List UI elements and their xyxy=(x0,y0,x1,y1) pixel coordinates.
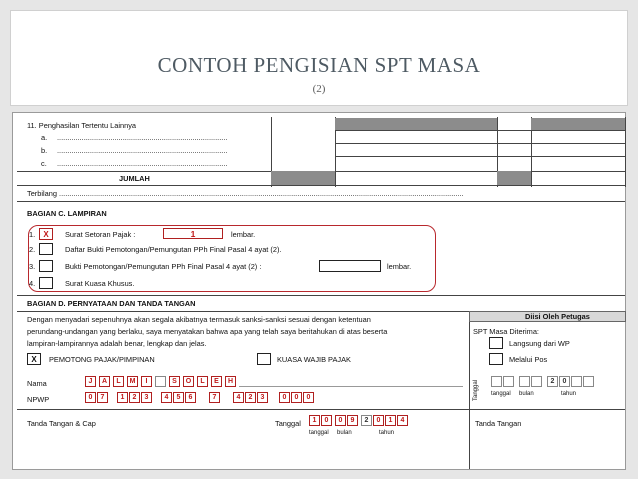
opt-pos-label: Melalui Pos xyxy=(509,355,548,364)
petugas-ttd-label: Tanda Tangan xyxy=(475,419,522,428)
statement-line-3: lampiran-lampirannya adalah benar, lengkap dan jelas. xyxy=(27,339,207,348)
npwp-digit[interactable]: 7 xyxy=(97,392,108,403)
petugas-date-cell[interactable] xyxy=(503,376,514,387)
nama-char[interactable]: M xyxy=(127,376,138,387)
row1-label: Surat Setoran Pajak : xyxy=(65,230,136,239)
npwp-digit[interactable]: 0 xyxy=(85,392,96,403)
pemotong-label: PEMOTONG PAJAK/PIMPINAN xyxy=(49,355,155,364)
tanggal-digit[interactable]: 0 xyxy=(373,415,384,426)
nama-label: Nama xyxy=(27,379,47,388)
spt-form-document xyxy=(12,112,626,470)
row1-number: 1. xyxy=(29,230,36,239)
npwp-label: NPWP xyxy=(27,395,50,404)
row4-number: 4. xyxy=(29,279,36,288)
ssp-count-field[interactable]: 1 xyxy=(163,228,223,239)
section-d-title: BAGIAN D. PERNYATAAN DAN TANDA TANGAN xyxy=(27,299,196,308)
row3-label: Bukti Pemotongan/Pemungutan PPh Final Pasal 4 ayat (2) : xyxy=(65,262,262,271)
tanggal-digit[interactable]: 1 xyxy=(309,415,320,426)
gray-cell xyxy=(335,118,497,130)
npwp-digit[interactable]: 0 xyxy=(303,392,314,403)
nama-char[interactable]: L xyxy=(197,376,208,387)
tanggal-digit[interactable]: 0 xyxy=(335,415,346,426)
petugas-date-digit[interactable]: 2 xyxy=(547,376,558,387)
npwp-digit[interactable]: 4 xyxy=(161,392,172,403)
item-b-label: b. xyxy=(41,146,48,155)
row2-label: Daftar Bukti Pemotongan/Pemungutan PPh Final Pasal 4 ayat (2). xyxy=(65,245,282,254)
pemotong-checkbox[interactable]: X xyxy=(27,353,41,365)
nama-char[interactable]: J xyxy=(85,376,96,387)
petugas-date-cell[interactable] xyxy=(571,376,582,387)
npwp-digit[interactable]: 3 xyxy=(257,392,268,403)
gray-cell xyxy=(497,171,531,185)
row2-number: 2. xyxy=(29,245,36,254)
npwp-digit[interactable]: 6 xyxy=(185,392,196,403)
section-11-title: 11. Penghasilan Tertentu Lainnya xyxy=(27,121,137,130)
jumlah-label: JUMLAH xyxy=(119,174,150,183)
row4-label: Surat Kuasa Khusus. xyxy=(65,279,135,288)
petugas-date-digit[interactable]: 0 xyxy=(559,376,570,387)
row1-suffix: lembar. xyxy=(231,230,256,239)
opt-langsung-label: Langsung dari WP xyxy=(509,339,570,348)
petugas-sub-tanggal: tanggal xyxy=(491,391,511,397)
opt-langsung-checkbox[interactable] xyxy=(489,337,503,349)
petugas-date-cell[interactable] xyxy=(531,376,542,387)
row3-suffix: lembar. xyxy=(387,262,412,271)
tanggal-digit[interactable]: 0 xyxy=(321,415,332,426)
npwp-digit[interactable]: 1 xyxy=(117,392,128,403)
tanggal-digit[interactable]: 1 xyxy=(385,415,396,426)
npwp-digit[interactable]: 0 xyxy=(291,392,302,403)
slide-title: CONTOH PENGISIAN SPT MASA xyxy=(157,53,481,77)
kuasa-checkbox[interactable] xyxy=(257,353,271,365)
tanggal-digit[interactable]: 2 xyxy=(361,415,372,426)
tanggal-sub-tanggal: tanggal xyxy=(309,430,329,436)
item-a-dots: ................................................................................... xyxy=(57,133,228,142)
row4-checkbox[interactable] xyxy=(39,277,53,289)
row3-checkbox[interactable] xyxy=(39,260,53,272)
nama-char[interactable] xyxy=(155,376,166,387)
npwp-digit[interactable]: 0 xyxy=(279,392,290,403)
petugas-title: Diisi Oleh Petugas xyxy=(525,312,590,321)
petugas-date-cell[interactable] xyxy=(491,376,502,387)
item-c-label: c. xyxy=(41,159,47,168)
statement-line-2: perundang-undangan yang berlaku, saya menyatakan bahwa apa yang telah saya beritahukan di atas beserta xyxy=(27,327,388,336)
ttd-cap-label: Tanda Tangan & Cap xyxy=(27,419,96,428)
petugas-date-cell[interactable] xyxy=(583,376,594,387)
npwp-digit[interactable]: 2 xyxy=(129,392,140,403)
tanggal-label: Tanggal xyxy=(275,419,301,428)
petugas-sub-tahun: tahun xyxy=(561,391,577,397)
petugas-date-cell[interactable] xyxy=(519,376,530,387)
nama-char[interactable]: O xyxy=(183,376,194,387)
nama-char[interactable]: I xyxy=(141,376,152,387)
npwp-digit[interactable]: 3 xyxy=(141,392,152,403)
opt-pos-checkbox[interactable] xyxy=(489,353,503,365)
tanggal-sub-bulan: bulan xyxy=(337,430,352,436)
row3-number: 3. xyxy=(29,262,36,271)
statement-line-1: Dengan menyadari sepenuhnya akan segala akibatnya termasuk sanksi-sanksi sesuai dengan ketentuan xyxy=(27,315,371,324)
npwp-digit[interactable]: 5 xyxy=(173,392,184,403)
petugas-tanggal-vertical: Tanggal xyxy=(473,379,479,401)
spt-diterima-label: SPT Masa Diterima: xyxy=(473,327,539,336)
nama-char[interactable]: E xyxy=(211,376,222,387)
npwp-digit[interactable]: 7 xyxy=(209,392,220,403)
tanggal-digit[interactable]: 4 xyxy=(397,415,408,426)
item-b-dots: ................................................................................... xyxy=(57,146,228,155)
section-c-title: BAGIAN C. LAMPIRAN xyxy=(27,209,107,218)
slide-title-area xyxy=(10,10,628,106)
bukti-count-field[interactable] xyxy=(319,260,381,272)
nama-char[interactable]: A xyxy=(99,376,110,387)
npwp-digit[interactable]: 4 xyxy=(233,392,244,403)
item-c-dots: ................................................................................... xyxy=(57,159,228,168)
terbilang-line: Terbilang ..................................................................................................................................................................................................... xyxy=(27,189,464,198)
row1-checkbox[interactable]: X xyxy=(39,228,53,240)
gray-cell xyxy=(271,171,335,185)
npwp-digit[interactable]: 2 xyxy=(245,392,256,403)
petugas-sub-bulan: bulan xyxy=(519,391,534,397)
slide-subtitle: (2) xyxy=(312,83,326,95)
nama-char[interactable]: H xyxy=(225,376,236,387)
nama-char[interactable]: L xyxy=(113,376,124,387)
row2-checkbox[interactable] xyxy=(39,243,53,255)
nama-char[interactable]: S xyxy=(169,376,180,387)
tanggal-digit[interactable]: 9 xyxy=(347,415,358,426)
tanggal-sub-tahun: tahun xyxy=(379,430,395,436)
gray-cell xyxy=(531,118,625,130)
item-a-label: a. xyxy=(41,133,48,142)
kuasa-label: KUASA WAJIB PAJAK xyxy=(277,355,351,364)
